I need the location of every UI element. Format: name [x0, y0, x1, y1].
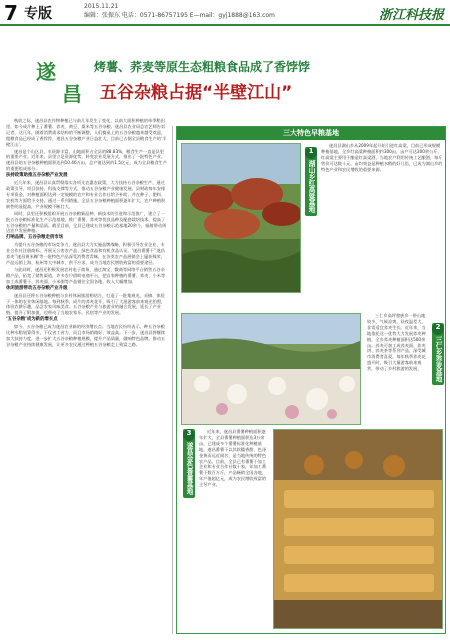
buckwheat-photo: [181, 313, 361, 425]
article-paragraph: 遂昌县还将五谷杂粮种植与乡村休闲旅游相结合，打造了一批集观光、采摘、体验于一体的农业休闲基地。每到秋季，成片的荞麦花开，吸引了大批游客前来观光拍照，体验农耕乐趣，品尝农家风味美食。五谷杂粮产业与旅游业的融合发展，延长了产业链，提升了附加值，也带动了当地农家乐、民宿等产业的发展。: [6, 292, 166, 316]
section-tag-3: 3 遂昌金色番薯基地: [183, 429, 195, 498]
section-label-2: 三仁乡荞麦基地: [434, 336, 442, 383]
article-paragraph: 与此同时，遂昌还积极发展农村电子商务，通过淘宝、微商等网络平台销售五谷杂粮产品，拓宽了销售渠道。许多农户借助电商平台，把自家种植的番薯、荞麦、小米等加工成番薯干、荞麦面、小米粥等产品销往全国各地，收入大幅增加。: [6, 266, 166, 284]
article-body: [6, 118, 168, 632]
section-label-1: 湖山乡红高粱基地: [307, 160, 315, 213]
article-paragraph: 同时，县里还积极组织开展五谷杂粮新品种、新技术的引进和示范推广，建立了一批五谷杂粮标准化生产示范基地，推广番薯、荞麦等优良品种及配套栽培技术，提高了五谷杂粮的产量和品质。截至目前，全县已建成五谷杂粮示范基地20余个，辐射带动周边农户发展种植。: [6, 210, 167, 234]
subheading: 扶持政策助推五谷杂粮产业发展: [6, 173, 68, 179]
subheading: 休闲旅游带动五谷杂粮产业升级: [6, 285, 68, 291]
panel-title: 三大特色早粮基地: [177, 127, 445, 140]
column-divider: [172, 126, 173, 634]
section-label-3: 遂昌金色番薯基地: [185, 442, 193, 495]
article-paragraph: 为提升五谷杂粮的市场竞争力，遂昌县大力实施品牌战略，积极引导农业企业、专业合作社注册商标，开展无公害农产品、绿色食品和有机食品认证。‘遂昌番薯干’‘遂昌荞麦’‘遂昌黄米粿’等一批特色产品深受消费者青睐，在各类农产品展销会上屡获殊荣，产品远销上海、杭州等大中城市，供不应求，成为当地农民增收致富的重要途径。: [6, 242, 165, 266]
feature-panel: [176, 126, 446, 634]
newspaper-brand: 浙江科技报: [378, 8, 444, 23]
article-paragraph: 遂昌是个山区县，水资源丰富，山地面积占全县的88.83%，粮食生产一直是县里的重要产业。近年来，县里立足资源优势，转变农业发展方式，推出了一批特色产业。遂昌县的五谷杂粮种植面积达到10.46万亩，总产值达到约1.5亿元，成为全县粮食生产的重要组成部分。: [6, 148, 168, 172]
subheading: 打响品牌，五谷杂粮走俏市场: [6, 235, 64, 241]
section-tag-2: 2 三仁乡荞麦基地: [432, 323, 444, 385]
logo-char-1: 遂: [36, 60, 56, 84]
editor-contact: 编辑：张振东 电话：0571-86757195 E—mail：gyj1888@163.com: [84, 12, 275, 19]
article-paragraph: 秋收之际，遂昌县农作物种植已与前几年发生了变化，以前大面积种植的单季稻田里，如今成片种上了番薯、荞麦、黄豆、粟米等五谷杂粮。遂昌县农业局总农艺师告诉记者，这几年，随着消费需求结构的不断调整，人们餐桌上的五谷杂粮越来越受欢迎，粗粮食品已经成了香饽饽，遂昌五谷杂粮产业日益壮大，目前已占据全县粮食生产的‘半壁江山’。: [6, 118, 167, 147]
subheading: ‘五谷杂粮’成为新的增长点: [6, 317, 58, 323]
logo-char-2: 昌: [62, 82, 82, 106]
section-name: 专版: [24, 6, 52, 22]
issue-date: 2015.11.21: [84, 3, 119, 10]
kicker: 烤薯、荞麦等原生态粗粮食品成了香饽饽: [94, 60, 311, 74]
section-text-1: 遂昌县湖山乡从2009年起开始引进红高粱，目前已形成规模种植基地，全乡红高粱种植面积约300亩，亩产可达300余公斤。红高粱主要用于酿造红高粱酒，当地农户利用传统工艺酿酒，每斤售价可达数十元，亩均效益是种植水稻的好几倍，已成为湖山乡的特色产业和农民增收的重要来源。: [321, 143, 443, 172]
page-number: 7: [4, 1, 18, 25]
headline: 五谷杂粮占据“半壁江山”: [100, 83, 293, 103]
page-header: [0, 0, 450, 26]
section-tag-1: 1 湖山乡红高粱基地: [305, 147, 317, 216]
article-paragraph: 近几年来，遂昌县认真贯彻落实各项支农惠农政策，大力扶持五谷杂粮生产，通过政策引导、项目扶持、科技支撑等方式，推动五谷杂粮产业健康发展。县财政每年安排专项资金，对种植面积达到一定规模的农户和专业合作社给予补助，并在种子、肥料、农机等方面给予支持。通过一系列措施，全县五谷杂粮种植面积逐年扩大，农户种植积极性明显提高，产业规模不断壮大。: [6, 180, 166, 209]
sweet-potato-photo: [273, 429, 443, 629]
sorghum-photo: [181, 143, 301, 293]
suichang-logo: [36, 56, 102, 106]
section-text-2: 三仁乡高坪畲族乡一带山地较多，气候凉爽，昼夜温差大，非常适宜荞麦生长。近年来，当地依托这一优势大力发展荞麦种植，全乡荞麦种植面积达500余亩。荞麦可加工成荞麦面、荞麦饼、荞麦茶等系列产品，深受城市消费者喜爱。每年秋季荞麦花盛开时，吸引大量游客前来观赏，带动了乡村旅游的发展。: [367, 313, 426, 372]
article-paragraph: 如今，五谷杂粮已成为遂昌农业新的经济增长点。当地农民纷纷表示，种五谷杂粮比种水稻划算得多，不仅省工省力，而且市场销路好、效益高。下一步，遂昌县将继续加大扶持力度，进一步扩大五谷杂粮种植规模，提升产品质量，做响特色品牌，推动五谷杂粮产业持续健康发展，让更多农民通过种植五谷杂粮走上致富之路。: [6, 324, 166, 347]
section-text-3: 近年来，遂昌县番薯种植面积逐年扩大，全县番薯种植面积达3万余亩，已建成多个番薯标准化种植基地。遂昌番薯干以其软糯香甜、色泽金黄而远近闻名，是当地传统的特色农产品。目前，全县已有番薯干加工企业和专业合作社数十家，年加工番薯干数百万斤，产品畅销全国各地，年产值超亿元，成为农民增收致富的主导产业。: [199, 429, 267, 488]
